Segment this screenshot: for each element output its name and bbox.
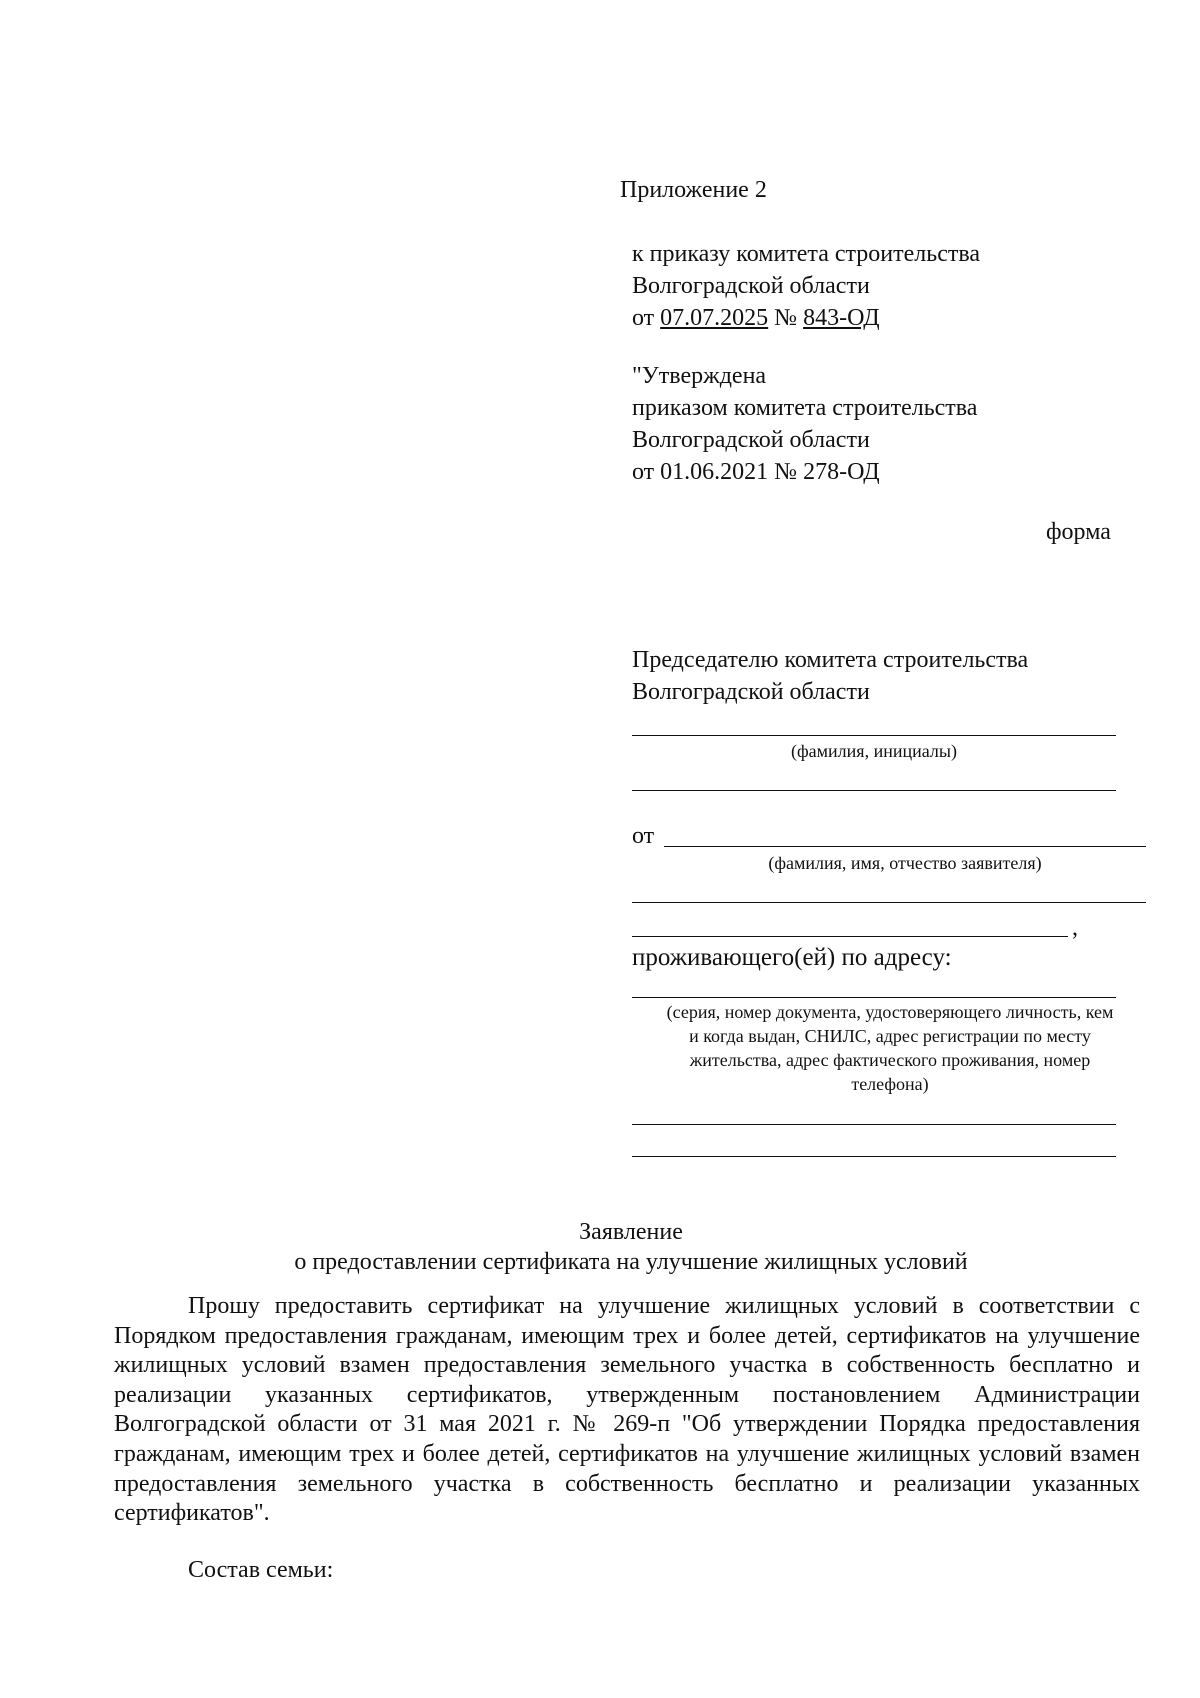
caption-doc-line1: (серия, номер документа, удостоверяющего личность, кем (666, 1002, 1114, 1022)
caption-doc-line2: и когда выдан, СНИЛС, адрес регистрации по месту (689, 1026, 1091, 1046)
form-label: форма (1046, 519, 1111, 545)
addressee-line1: Председателю комитета строительства (632, 647, 1029, 673)
address-line (632, 997, 1116, 998)
applicant-fio-line (664, 846, 1146, 847)
approval-line1: "Утверждена (632, 363, 767, 389)
order-reference-line3 (632, 304, 880, 332)
applicant-fio-line3 (632, 936, 1068, 937)
caption-doc-line4: телефона) (851, 1074, 929, 1094)
caption-name: (фамилия, инициалы) (791, 741, 957, 761)
applicant-fio-line2 (632, 902, 1146, 903)
applicant-extra-line1 (632, 1124, 1116, 1125)
order-date: 07.07.2025 (660, 305, 769, 331)
addressee-name-line (632, 735, 1116, 736)
caption-fio: (фамилия, имя, отчество заявителя) (768, 853, 1042, 873)
approval-line2: приказом комитета строительства (632, 395, 978, 421)
applicant-extra-line2 (632, 1156, 1116, 1157)
appendix-title: Приложение 2 (620, 177, 767, 203)
statement-subtitle: о предоставлении сертификата на улучшение жилищных условий (294, 1249, 968, 1275)
order-reference-line2: Волгоградской области (632, 273, 870, 299)
order-date-prefix: от (632, 305, 661, 331)
residing-label: проживающего(ей) по адресу: (632, 944, 952, 971)
caption-doc-line3: жительства, адрес фактического проживания, номер (689, 1050, 1091, 1070)
approval-line3: Волгоградской области (632, 427, 870, 453)
from-label: от (632, 823, 655, 849)
approval-line4: от 01.06.2021 № 278-ОД (632, 459, 880, 485)
order-number: 843-ОД (803, 305, 880, 331)
addressee-extra-line (632, 790, 1116, 791)
comma: , (1072, 915, 1078, 941)
statement-body: Прошу предоставить сертификат на улучшение жилищных условий в соответствии с Порядком предоставления гражданам, имеющим трех и более детей, сертификатов на улучшение жилищных условий взамен предоставления земельного участка в собственность бесплатно и реализации указанных сертификатов, утвержденным постановлением Администрации Волгоградской области от 31 мая 2021 г. № 269-п "Об утверждении Порядка предоставления гражданам, имеющим трех и более детей, сертификатов на улучшение жилищных условий взамен предоставления земельного участка в собственность бесплатно и реализации указанных сертификатов". (114, 1293, 1140, 1527)
order-number-prefix: № (768, 305, 804, 331)
order-reference-line1: к приказу комитета строительства (632, 241, 981, 267)
family-label: Состав семьи: (188, 1557, 334, 1583)
addressee-line2: Волгоградской области (632, 679, 870, 705)
statement-title: Заявление (579, 1219, 683, 1245)
caption-document (632, 1000, 1148, 1096)
